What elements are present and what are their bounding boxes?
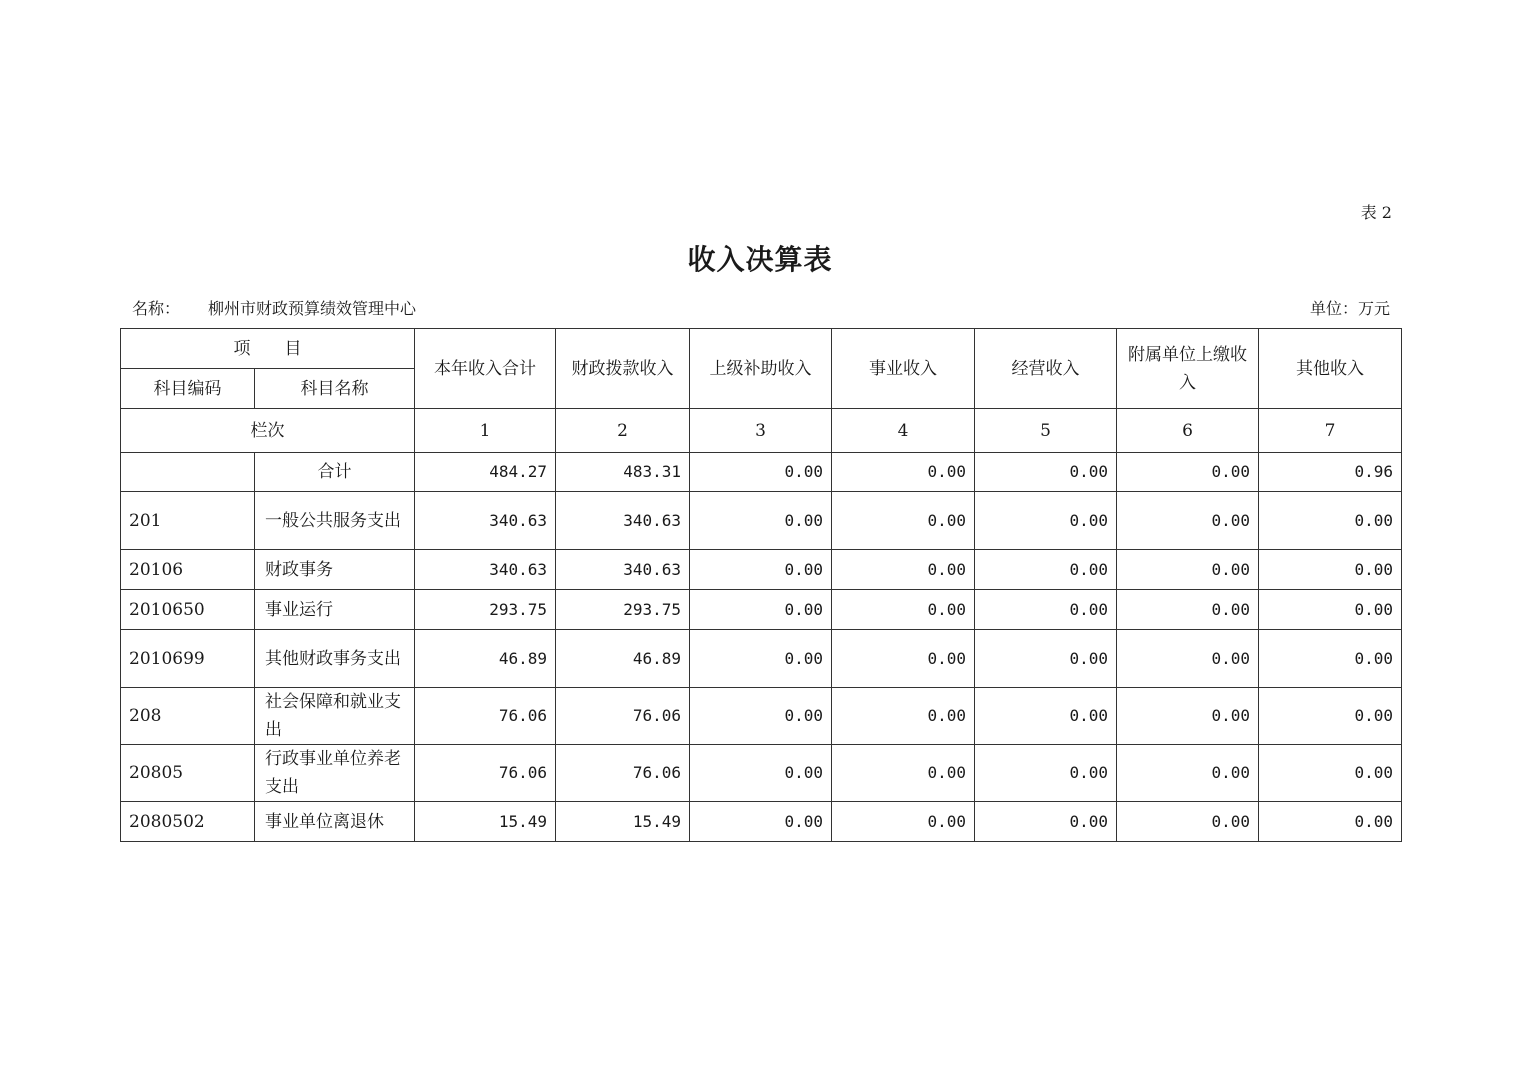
value-cell: 0.00 [1259,550,1402,590]
page-title: 收入决算表 [687,243,833,276]
value-cell: 0.00 [832,688,975,745]
value-cell: 76.06 [556,688,690,745]
value-cell: 0.00 [832,745,975,802]
income-table [120,328,1402,842]
value-cell: 0.00 [832,550,975,590]
table-row [121,492,1402,550]
value-cell: 0.00 [832,590,975,630]
value-cell: 0.00 [690,688,832,745]
col-header-total: 本年收入合计 [415,329,556,409]
subject-name: 事业单位离退休 [255,802,415,842]
table-row [121,550,1402,590]
value-cell: 76.06 [415,745,556,802]
table-row [121,802,1402,842]
index-number: 6 [1117,409,1259,453]
value-cell: 0.00 [1259,802,1402,842]
value-cell: 340.63 [556,550,690,590]
sub-header-name: 科目名称 [255,369,415,409]
value-cell: 0.00 [975,492,1117,550]
col-header-fiscal: 财政拨款收入 [556,329,690,409]
total-value: 483.31 [556,453,690,492]
value-cell: 340.63 [415,550,556,590]
table-row [121,590,1402,630]
value-cell: 0.00 [1117,688,1259,745]
table-row [121,688,1402,745]
unit-label: 单位：万元 [1309,299,1390,318]
value-cell: 0.00 [690,630,832,688]
col-header-business: 事业收入 [832,329,975,409]
subject-code: 201 [121,492,255,550]
subject-name: 财政事务 [255,550,415,590]
value-cell: 0.00 [1259,590,1402,630]
subject-name: 一般公共服务支出 [255,492,415,550]
subject-code: 2080502 [121,802,255,842]
value-cell: 0.00 [1259,630,1402,688]
index-row-label: 栏次 [121,409,415,453]
value-cell: 15.49 [415,802,556,842]
total-value: 484.27 [415,453,556,492]
subject-code: 208 [121,688,255,745]
subject-name: 行政事业单位养老支出 [255,745,415,802]
org-name: 柳州市财政预算绩效管理中心 [208,299,417,318]
total-label: 合计 [255,453,415,492]
value-cell: 46.89 [556,630,690,688]
index-number: 4 [832,409,975,453]
col-header-other: 其他收入 [1259,329,1402,409]
index-number: 3 [690,409,832,453]
index-number: 5 [975,409,1117,453]
value-cell: 0.00 [975,688,1117,745]
item-group-header: 项 目 [121,329,415,369]
value-cell: 0.00 [1117,492,1259,550]
col-header-superior: 上级补助收入 [690,329,832,409]
value-cell: 0.00 [832,630,975,688]
index-number: 1 [415,409,556,453]
value-cell: 0.00 [690,590,832,630]
index-number: 7 [1259,409,1402,453]
org-line [132,296,416,319]
value-cell: 0.00 [1117,550,1259,590]
header-row-top [121,329,1402,369]
value-cell: 46.89 [415,630,556,688]
subject-name: 事业运行 [255,590,415,630]
value-cell: 0.00 [832,492,975,550]
value-cell: 340.63 [556,492,690,550]
value-cell: 293.75 [556,590,690,630]
value-cell: 0.00 [1117,630,1259,688]
index-row [121,409,1402,453]
total-row [121,453,1402,492]
table-number: 表 2 [1360,203,1392,222]
subject-code: 2010699 [121,630,255,688]
table-row [121,630,1402,688]
value-cell: 0.00 [690,745,832,802]
col-header-operation: 经营收入 [975,329,1117,409]
value-cell: 0.00 [975,590,1117,630]
value-cell: 0.00 [832,802,975,842]
name-label: 名称： [132,299,181,318]
value-cell: 0.00 [975,630,1117,688]
value-cell: 0.00 [690,492,832,550]
value-cell: 0.00 [1117,802,1259,842]
subject-code: 20805 [121,745,255,802]
col-header-affiliated: 附属单位上缴收入 [1117,329,1259,409]
value-cell: 0.00 [975,802,1117,842]
value-cell: 0.00 [975,745,1117,802]
value-cell: 0.00 [690,550,832,590]
total-value: 0.96 [1259,453,1402,492]
value-cell: 0.00 [1117,590,1259,630]
sub-header-code: 科目编码 [121,369,255,409]
value-cell: 76.06 [556,745,690,802]
value-cell: 0.00 [975,550,1117,590]
total-value: 0.00 [832,453,975,492]
total-value: 0.00 [975,453,1117,492]
value-cell: 0.00 [1259,688,1402,745]
value-cell: 0.00 [1259,492,1402,550]
value-cell: 0.00 [690,802,832,842]
subject-name: 其他财政事务支出 [255,630,415,688]
value-cell: 293.75 [415,590,556,630]
table-row [121,745,1402,802]
index-number: 2 [556,409,690,453]
subject-name: 社会保障和就业支出 [255,688,415,745]
subject-code: 20106 [121,550,255,590]
value-cell: 15.49 [556,802,690,842]
total-value: 0.00 [690,453,832,492]
total-value: 0.00 [1117,453,1259,492]
total-code-cell [121,453,255,492]
value-cell: 0.00 [1259,745,1402,802]
subject-code: 2010650 [121,590,255,630]
value-cell: 0.00 [1117,745,1259,802]
value-cell: 340.63 [415,492,556,550]
value-cell: 76.06 [415,688,556,745]
